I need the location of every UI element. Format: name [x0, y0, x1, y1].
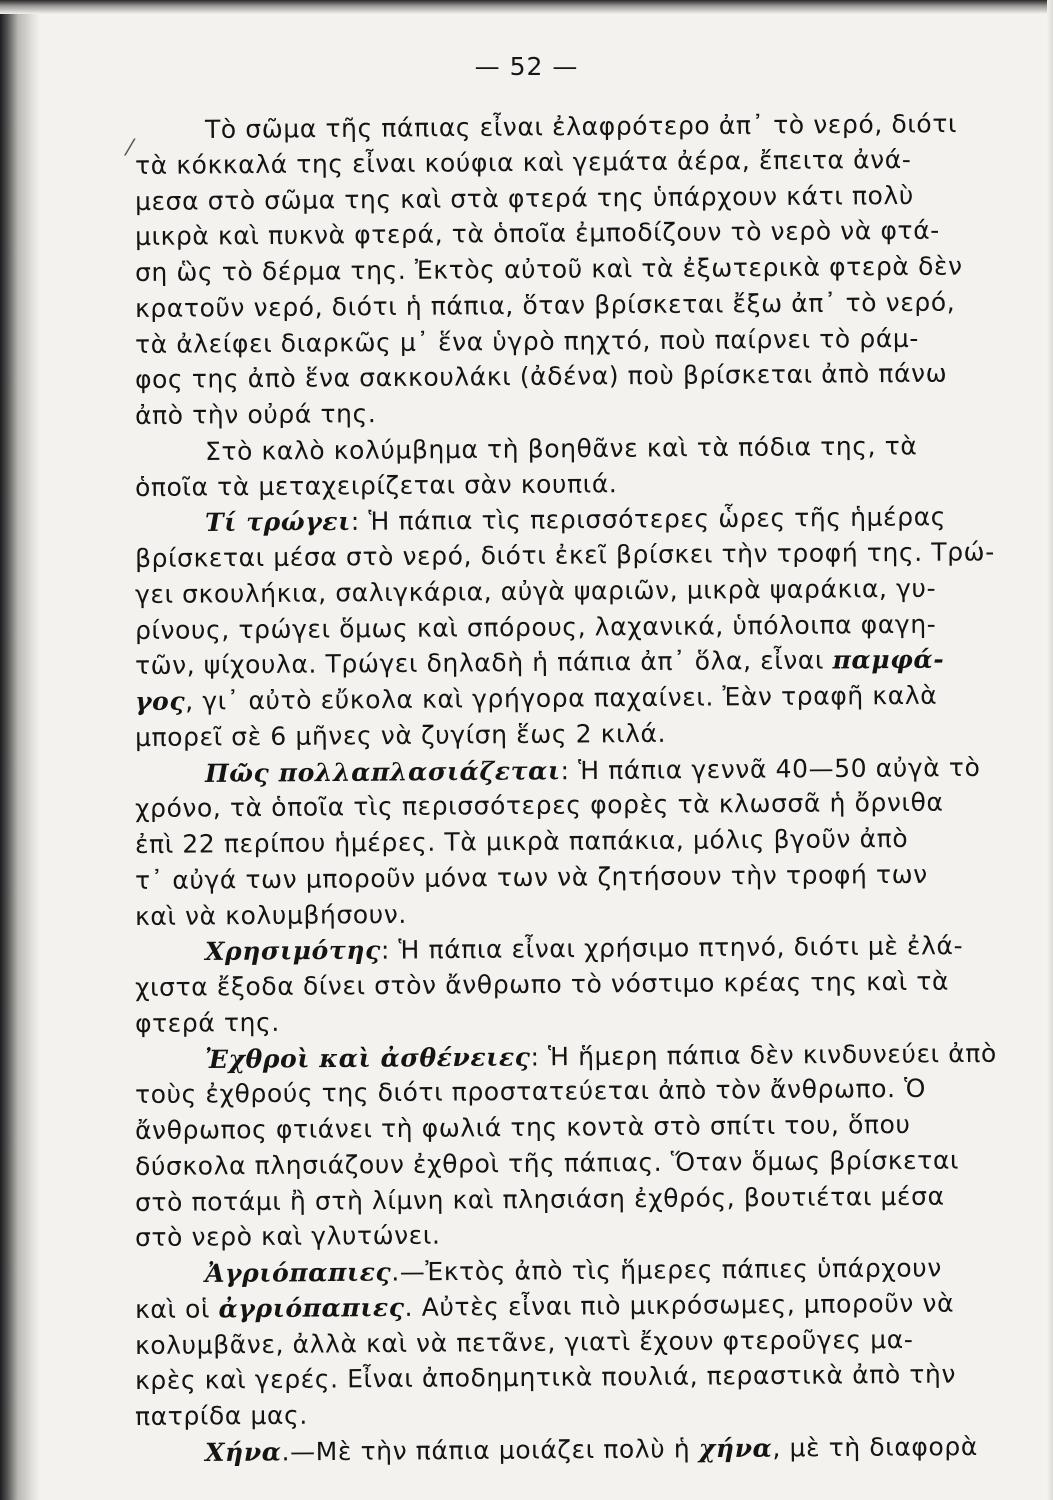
line-text: ὁποῖα τὰ μεταχειρίζεται σὰν κουπιά. — [134, 469, 618, 502]
text-line — [135, 858, 928, 898]
line-text: τοὺς ἐχθρούς της διότι προστατεύεται ἀπὸ τὸν ἄνθρωπο. Ὁ — [134, 1073, 927, 1109]
line-text: στὸ νερὸ καὶ γλυτώνει. — [134, 1220, 441, 1252]
line-text: τ᾽ αὐγά των μποροῦν μόνα των νὰ ζητήσουν τὴν τροφή των — [134, 859, 928, 895]
line-text: ἄνθρωπος φτιάνει τὴ φωλιά της κοντὰ στὸ σπίτι του, ὅπου — [134, 1109, 911, 1145]
line-text: κολυμβᾶνε, ἀλλὰ καὶ νὰ πετᾶνε, γιατὶ ἔχουν φτεροῦγες μα- — [134, 1324, 914, 1360]
line-text: . Αὐτὲς εἶναι πιὸ μικρόσωμες, μποροῦν νὰ — [404, 1288, 955, 1322]
text-line — [135, 143, 912, 183]
section-heading: Πῶς πολλαπλασιάζεται — [204, 756, 561, 788]
text-line — [135, 786, 944, 826]
line-text: ρίνους, τρώγει ὅμως καὶ σπόρους, λαχανικά, ὑπόλοιπα φαγη- — [134, 609, 937, 645]
line-text: τὰ κόκκαλά της εἶναι κούφια καὶ γεμάτα ἀέρα, ἔπειτα ἀνά- — [134, 144, 912, 180]
page-number: — 52 — — [474, 52, 579, 81]
line-text: κρατοῦν νερό, διότι ἡ πάπια, ὅταν βρίσκεται ἔξω ἀπ᾽ τὸ νερό, — [134, 287, 956, 323]
text-line — [135, 572, 936, 612]
line-text: : Ἡ ἥμερη πάπια δὲν κινδυνεύει ἀπὸ — [530, 1038, 997, 1072]
line-text: κρὲς καὶ γερές. Εἶναι ἀποδημητικὰ πουλιά, περαστικὰ ἀπὸ τὴν — [134, 1359, 957, 1395]
line-text: , μὲ τὴ διαφορὰ — [772, 1431, 979, 1463]
text-line — [135, 214, 940, 254]
line-text: , γι᾽ αὐτὸ εὔκολα καὶ γρήγορα παχαίνει. Ἐὰν τραφῆ καλὰ — [185, 680, 938, 716]
text-line — [135, 679, 938, 719]
line-text: μεσα στὸ σῶμα της καὶ στὰ φτερά της ὑπάρχουν κάτι πολὺ — [134, 180, 915, 216]
text-line — [205, 500, 946, 540]
text-line — [135, 965, 949, 1005]
text-line — [135, 535, 995, 576]
line-text: ἐπὶ 22 περίπου ἡμέρες. Τὰ μικρὰ παπάκια, μόλις βγοῦν ἀπὸ — [134, 823, 909, 859]
line-text: .—Μὲ τὴν πάπια μοιάζει πολὺ ἡ — [281, 1434, 691, 1467]
line-text: στὸ ποτάμι ἢ στὴ λίμνη καὶ πλησιάση ἐχθρός, βουτιέται μέσα — [134, 1181, 945, 1217]
line-text: Στὸ καλὸ κολύμβημα τὴ βοηθᾶνε καὶ τὰ πόδια της, τὰ — [204, 431, 918, 466]
section-heading: Χρησιμότης — [204, 935, 382, 966]
emphasis: παμφά- — [832, 644, 945, 675]
line-text: καὶ οἱ — [134, 1294, 211, 1324]
text-line — [205, 1430, 978, 1470]
text-line — [135, 397, 377, 433]
line-text: μπορεῖ σὲ 6 μῆνες νὰ ζυγίση ἕως 2 κιλά. — [134, 718, 667, 752]
text-line — [135, 1006, 280, 1041]
line-text: μικρὰ καὶ πυκνὰ φτερά, τὰ ὁποῖα ἐμποδίζουν τὸ νερὸ νὰ φτά- — [134, 215, 940, 251]
line-text: χιστα ἔξοδα δίνει στὸν ἄνθρωπο τὸ νόστιμο κρέας της καὶ τὰ — [134, 966, 950, 1002]
line-text: τὰ ἀλείφει διαρκῶς μ᾽ ἕνα ὑγρὸ πηχτό, ποὺ παίρνει τὸ ράμ- — [134, 323, 920, 359]
text-line — [135, 322, 919, 362]
emphasis: χήνα — [698, 1433, 773, 1464]
text-line — [205, 429, 918, 469]
line-text: καὶ νὰ κολυμβήσουν. — [134, 899, 408, 931]
line-text: .—Ἐκτὸς ἀπὸ τὶς ἥμερες πάπιες ὑπάρχουν — [391, 1253, 942, 1287]
line-text: Τὸ σῶμα τῆς πάπιας εἶναι ἐλαφρότερο ἀπ᾽ τὸ νερό, διότι — [204, 109, 958, 144]
emphasis: ἀγριόπαπιες — [218, 1292, 405, 1324]
text-line — [135, 286, 956, 326]
section-heading: Χήνα — [204, 1437, 282, 1467]
margin-mark: ⁄ — [128, 136, 132, 161]
text-line — [135, 179, 914, 219]
text-line — [135, 1180, 945, 1220]
line-text: φος της ἀπὸ ἕνα σακκουλάκι (ἀδένα) ποὺ βρίσκεται ἀπὸ πάνω — [134, 358, 948, 394]
text-line — [205, 929, 963, 969]
text-line — [135, 1323, 914, 1363]
text-line — [135, 1399, 308, 1434]
text-line — [135, 1072, 926, 1112]
line-text: βρίσκεται μέσα στὸ νερό, διότι ἐκεῖ βρίσκει τὴν τροφή της. Τρώ- — [134, 537, 995, 573]
text-line — [135, 1219, 441, 1255]
line-text: χρόνο, τὰ ὁποῖα τὶς περισσότερες φορὲς τὰ κλωσσᾶ ἡ ὄρνιθα — [134, 787, 944, 823]
line-text: : Ἡ πάπια τὶς περισσότερες ὧρες τῆς ἡμέρας — [350, 502, 947, 536]
line-text: ἀπὸ τὴν οὐρά της. — [134, 399, 377, 430]
text-line — [135, 643, 945, 683]
text-line — [135, 357, 947, 397]
line-text: ση ὣς τὸ δέρμα της. Ἐκτὸς αὐτοῦ καὶ τὰ ἐξωτερικὰ φτερὰ δὲν — [134, 251, 963, 287]
line-text: : Ἡ πάπια γεννᾶ 40—50 αὐγὰ τὸ — [560, 752, 981, 786]
section-heading: Ἐχθροὶ καὶ ἀσθένειες — [204, 1042, 531, 1074]
text-line — [135, 822, 908, 862]
text-line — [135, 1358, 956, 1398]
text-line — [205, 1251, 942, 1291]
line-text: γει σκουλήκια, σαλιγκάρια, αὐγὰ ψαριῶν, μικρὰ ψαράκια, γυ- — [134, 573, 937, 609]
emphasis: γος — [134, 686, 186, 716]
line-text: πατρίδα μας. — [134, 1400, 308, 1431]
text-line — [135, 898, 407, 934]
text-line — [135, 608, 937, 648]
section-heading: Τί τρώγει — [204, 506, 351, 537]
text-line — [135, 467, 618, 505]
line-text: φτερά της. — [134, 1007, 280, 1038]
line-text: δύσκολα πλησιάζουν ἐχθροὶ τῆς πάπιας. Ὅταν ὅμως βρίσκεται — [134, 1145, 960, 1181]
line-text: : Ἡ πάπια εἶναι χρήσιμο πτηνό, διότι μὲ ἐλά- — [380, 931, 964, 965]
text-line — [135, 1108, 911, 1148]
text-line — [205, 107, 957, 147]
text-line — [205, 1037, 997, 1077]
line-text: τῶν, ψίχουλα. Τρώγει δηλαδὴ ἡ πάπια ἀπ᾽ ὅλα, εἶναι — [134, 645, 825, 680]
text-line — [135, 250, 963, 290]
text-line — [135, 1287, 954, 1327]
text-line — [205, 751, 981, 791]
section-heading: Ἀγριόπαπιες — [204, 1257, 392, 1288]
text-line — [135, 717, 666, 755]
text-line — [135, 1144, 959, 1184]
